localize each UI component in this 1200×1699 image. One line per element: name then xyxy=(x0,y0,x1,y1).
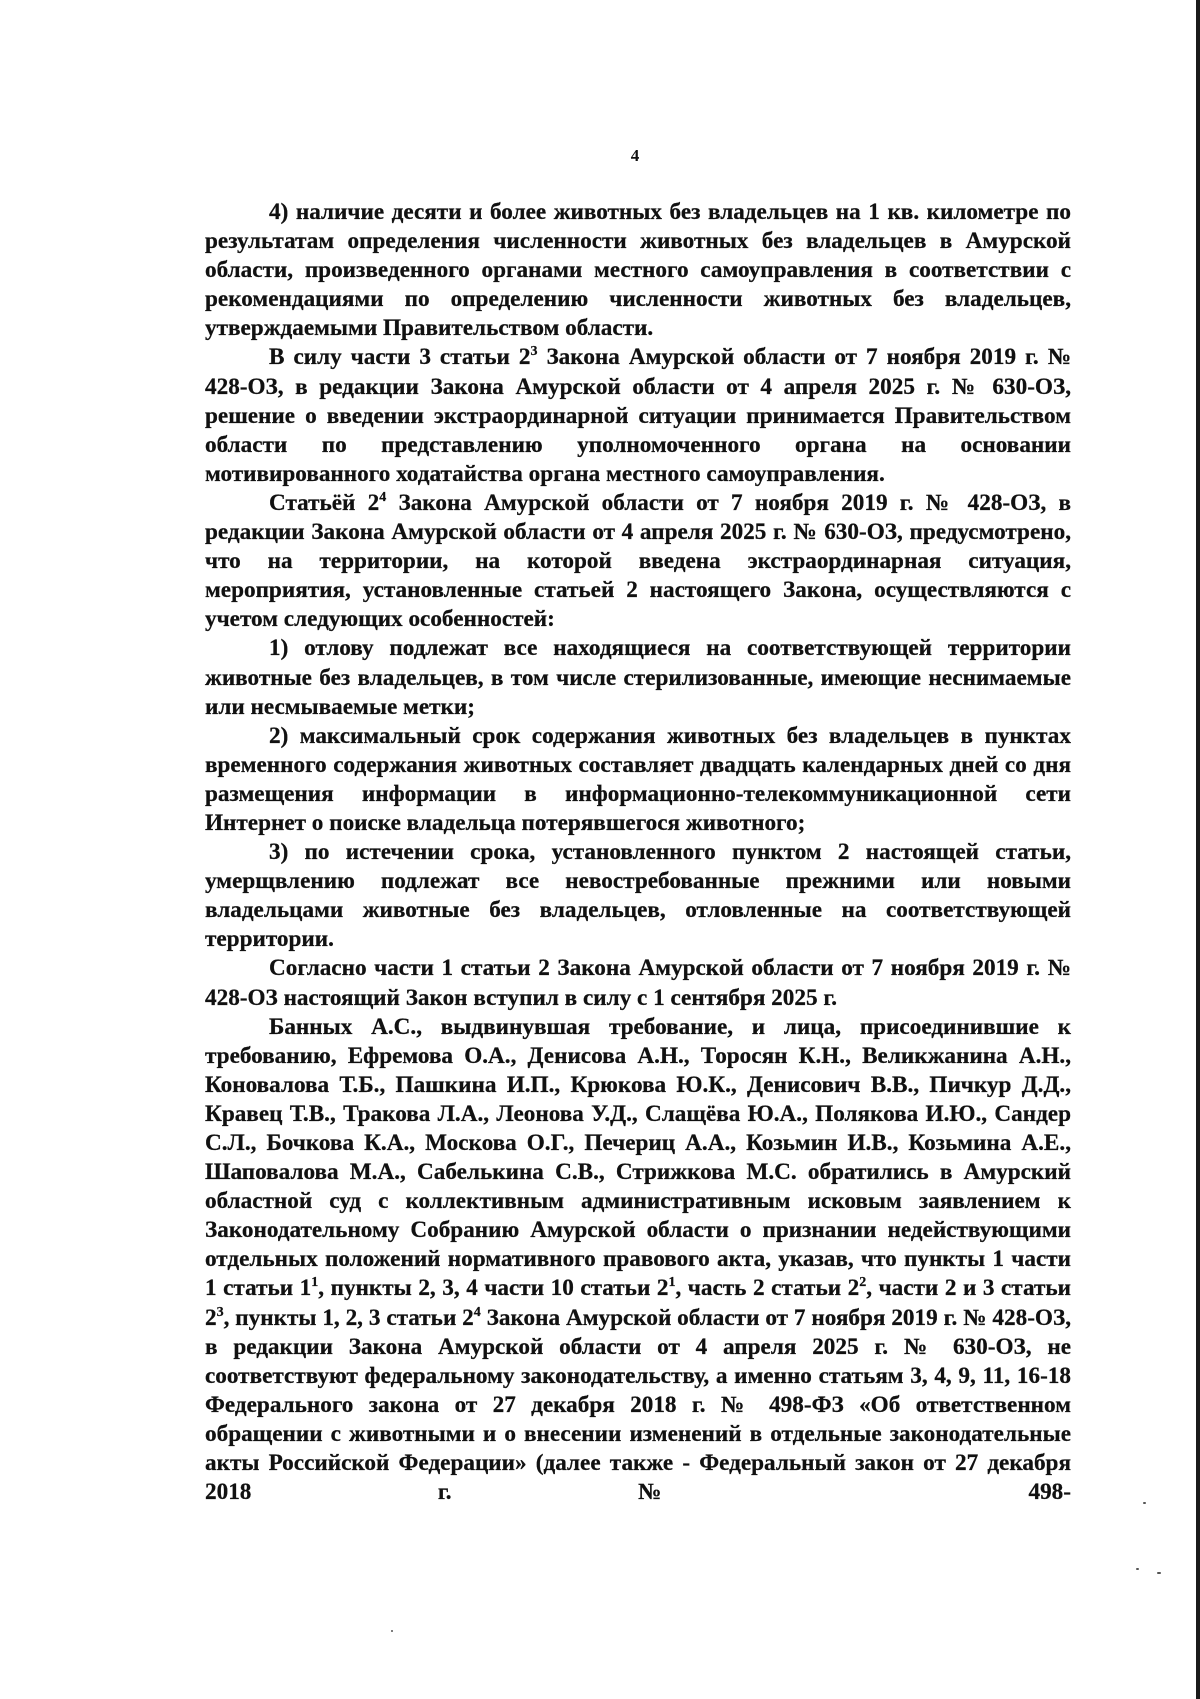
paragraph-text: 4) наличие десяти и более животных без владельцев на 1 кв. километре по результатам определения численности животных без владельцев в Амурской области, произведенного органами местного самоуправления в соответствии с рекомендациями по определению численности животных без владельцев, утверждаемыми Правительством области. xyxy=(205,199,1071,342)
paragraph-text: Статьёй 2 xyxy=(269,489,380,516)
paragraph-claimants xyxy=(205,1013,1071,1508)
scan-speck xyxy=(1157,1572,1161,1574)
document-body xyxy=(205,198,1071,1507)
paragraph-text: 1) отлову подлежат все находящиеся на соответствующей территории животные без владельцев, в том числе стерилизованные, имеющие неснимаемые или несмываемые метки; xyxy=(205,635,1071,720)
paragraph-text: Закона Амурской области от 7 ноября 2019 г. № 428-ОЗ, в редакции Закона Амурской области от 4 апреля 2025 г. № 630-ОЗ, решение о введении экстраординарной ситуации принимается Правительством области по представлению уполномоченного органа на основании мотивированного ходатайства органа местного самоуправления. xyxy=(205,344,1072,487)
paragraph-article-2-4 xyxy=(205,489,1071,634)
article-superscript: 4 xyxy=(379,489,387,505)
paragraph-decision-procedure xyxy=(205,343,1071,488)
scan-speck xyxy=(391,1630,393,1632)
paragraph-text: 2) максимальный срок содержания животных без владельцев в пунктах временного содержания животных составляет двадцать календарных дней со дня размещения информации в информационно-телекоммуникационной сети Интернет о поиске владельца потерявшегося животного; xyxy=(205,722,1071,836)
paragraph-text: Банных А.С., выдвинувшая требование, и лица, присоединившие к требованию, Ефремова О.А., Денисова А.Н., Торосян К.Н., Великжанина А.Н., Коновалова Т.Б., Пашкина И.П., Крюкова Ю.К., Денисович В.В., Пичкур Д.Д., Кравец Т.В., Тракова Л.А., Леонова У.Д., Слащёва Ю.А., Полякова И.Ю., Сандер С.Л., Бочкова К.А., Москова О.Г., Печериц А.А., Козьмин И.В., Козьмина А.Е., Шаповалова М.А., Сабелькина С.В., Стрижкова М.С. обратились в Амурский областной суд с коллективным административным исковым заявлением к Законодательному Собранию Амурской области о признании недействующими отдельных положений нормативного правового акта, указав, что пункты 1 части 1 статьи 1 xyxy=(205,1013,1071,1302)
paragraph-text: , пункты 1, 2, 3 статьи 2 xyxy=(223,1304,474,1331)
article-superscript: 2 xyxy=(859,1275,867,1291)
paragraph-item-4 xyxy=(205,198,1071,343)
article-superscript: 1 xyxy=(311,1275,319,1291)
paragraph-text: Закона Амурской области от 7 ноября 2019 г. № 428-ОЗ, в редакции Закона Амурской области от 4 апреля 2025 г. № 630-ОЗ, предусмотрено, что на территории, на которой введена экстраординарная ситуация, мероприятия, установленные статьей 2 настоящего Закона, осуществляются с учетом следующих особенностей: xyxy=(205,489,1071,633)
article-superscript: 4 xyxy=(473,1304,481,1320)
paragraph-list-item-1 xyxy=(205,634,1071,721)
paragraph-text: Согласно части 1 статьи 2 Закона Амурской области от 7 ноября 2019 г. № 428-ОЗ настоящий Закон вступил в силу с 1 сентября 2025 г. xyxy=(205,955,1071,1011)
article-superscript: 3 xyxy=(530,344,538,360)
paragraph-text: Закона Амурской области от 7 ноября 2019 г. № 428-ОЗ, в редакции Закона Амурской области от 4 апреля 2025 г. № 630-ОЗ, не соответствуют федеральному законодательству, а именно статьям 3, 4, 9, 11, 16-18 Федерального закона от 27 декабря 2018 г. № 498-ФЗ «Об ответственном обращении с животными и о внесении изменений в отдельные законодательные акты Российской Федерации» (далее также - Федеральный закон от 27 декабря 2018 г. № 498- xyxy=(205,1304,1071,1506)
paragraph-text: В силу части 3 статьи 2 xyxy=(269,344,531,371)
scan-edge xyxy=(1196,0,1200,1699)
paragraph-text: , части 2 и 3 статьи 2 xyxy=(205,1275,1071,1331)
article-superscript: 3 xyxy=(216,1304,224,1320)
paragraph-text: 3) по истечении срока, установленного пунктом 2 настоящей статьи, умерщвлению подлежат все невостребованные прежними или новыми владельцами животные без владельцев, отловленные на соответствующей территории. xyxy=(205,839,1071,953)
page-number: 4 xyxy=(630,146,640,165)
paragraph-text: , часть 2 статьи 2 xyxy=(675,1275,860,1302)
paragraph-list-item-2 xyxy=(205,722,1071,838)
scan-speck xyxy=(1143,1502,1146,1504)
paragraph-text: , пункты 2, 3, 4 части 10 статьи 2 xyxy=(318,1275,669,1302)
article-superscript: 1 xyxy=(668,1275,676,1291)
scan-speck xyxy=(1136,1568,1139,1570)
paragraph-effective-date xyxy=(205,954,1071,1012)
paragraph-list-item-3 xyxy=(205,838,1071,954)
